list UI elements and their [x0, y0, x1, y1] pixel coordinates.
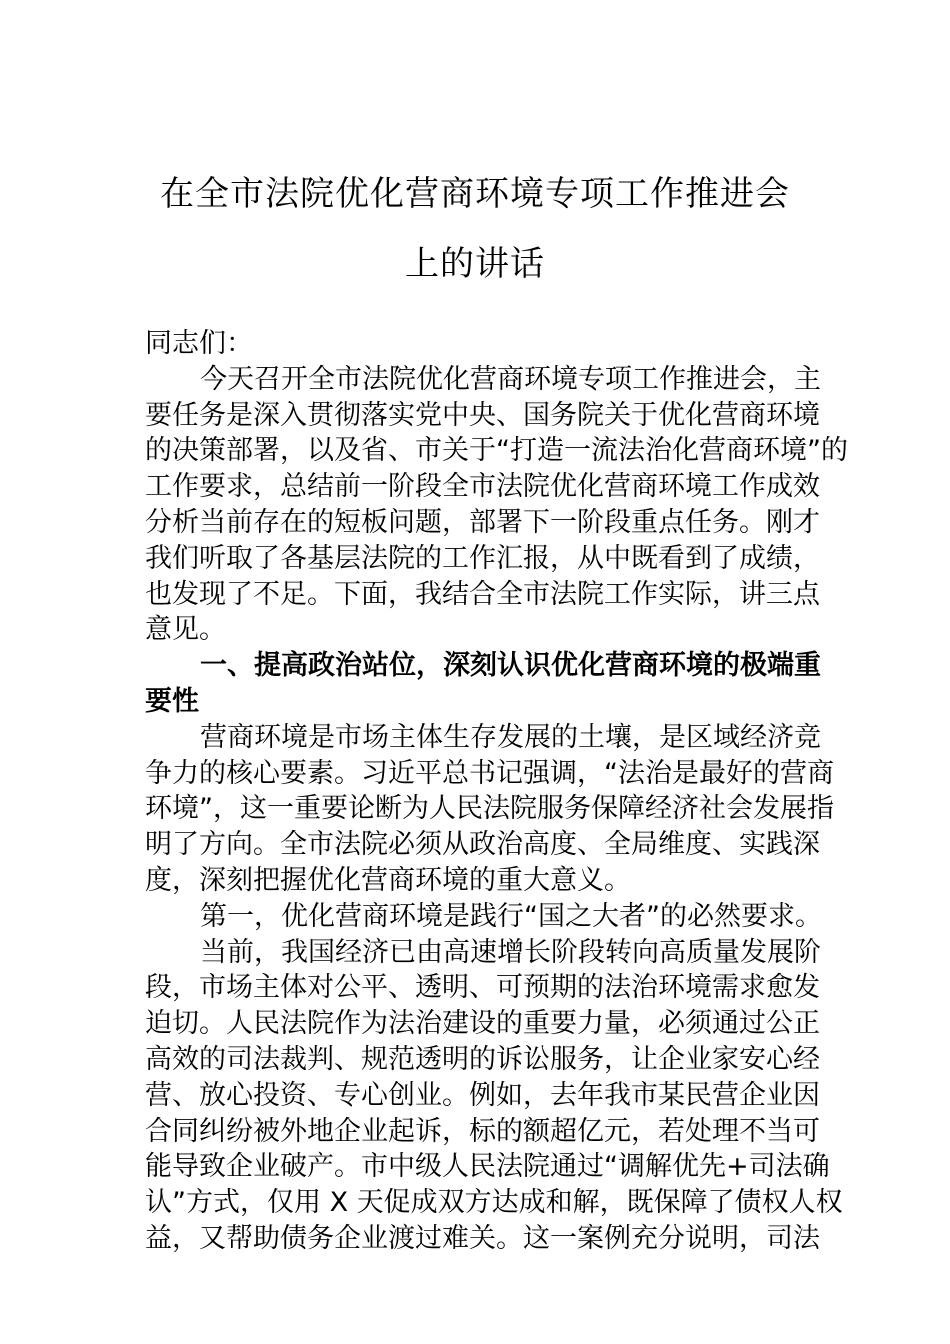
paragraph-line: 迫切。人民法院作为法治建设的重要力量，必须通过公正	[145, 1008, 820, 1040]
paragraph-line: 营、放心投资、专心创业。例如，去年我市某民营企业因	[145, 1079, 820, 1111]
document-body	[145, 326, 848, 1257]
paragraph-line: 营商环境是市场主体生存发展的土壤，是区域经济竞	[200, 721, 821, 753]
paragraph-line: 段，市场主体对公平、透明、可预期的法治环境需求愈发	[145, 972, 820, 1004]
paragraph-line: 度，深刻把握优化营商环境的重大意义。	[145, 864, 631, 896]
paragraph-line: 能导致企业破产。市中级人民法院通过“调解优先+司法确	[145, 1151, 830, 1183]
paragraph-line: 分析当前存在的短板问题，部署下一阶段重点任务。刚才	[145, 506, 820, 538]
paragraph-line: 的决策部署，以及省、市关于“打造一流法治化营商环境”的	[145, 435, 848, 467]
paragraph-line: 高效的司法裁判、规范透明的诉讼服务，让企业家安心经	[145, 1043, 820, 1075]
paragraph-line: 要任务是深入贯彻落实党中央、国务院关于优化营商环境	[145, 399, 820, 431]
paragraph-line: 合同纠纷被外地企业起诉，标的额超亿元，若处理不当可	[145, 1115, 820, 1147]
paragraph-line: 意见。	[145, 614, 226, 646]
document-title-line-1: 在全市法院优化营商环境专项工作推进会	[160, 174, 790, 214]
paragraph-line: 明了方向。全市法院必须从政治高度、全局维度、实践深	[145, 829, 820, 861]
paragraph-line: 益，又帮助债务企业渡过难关。这一案例充分说明，司法	[145, 1222, 820, 1254]
paragraph-line: 争力的核心要素。习近平总书记强调，“法治是最好的营商	[145, 757, 834, 789]
paragraph-line: 工作要求，总结前一阶段全市法院优化营商环境工作成效	[145, 471, 820, 503]
section-heading: 要性	[145, 685, 199, 717]
paragraph-line: 今天召开全市法院优化营商环境专项工作推进会，主	[200, 363, 821, 395]
paragraph-line: 认”方式，仅用 X 天促成双方达成和解，既保障了债权人权	[145, 1187, 843, 1219]
paragraph-line: 我们听取了各基层法院的工作汇报，从中既看到了成绩，	[145, 542, 820, 574]
section-heading: 一、提高政治站位，深刻认识优化营商环境的极端重	[200, 650, 821, 682]
paragraph-line: 当前，我国经济已由高速增长阶段转向高质量发展阶	[200, 936, 821, 968]
salutation: 同志们：	[145, 328, 253, 359]
subheading: 第一，优化营商环境是践行“国之大者”的必然要求。	[200, 900, 822, 932]
paragraph-line: 环境”，这一重要论断为人民法院服务保障经济社会发展指	[145, 793, 834, 825]
document-title-line-2: 上的讲话	[405, 244, 545, 284]
paragraph-line: 也发现了不足。下面，我结合全市法院工作实际，讲三点	[145, 578, 820, 610]
